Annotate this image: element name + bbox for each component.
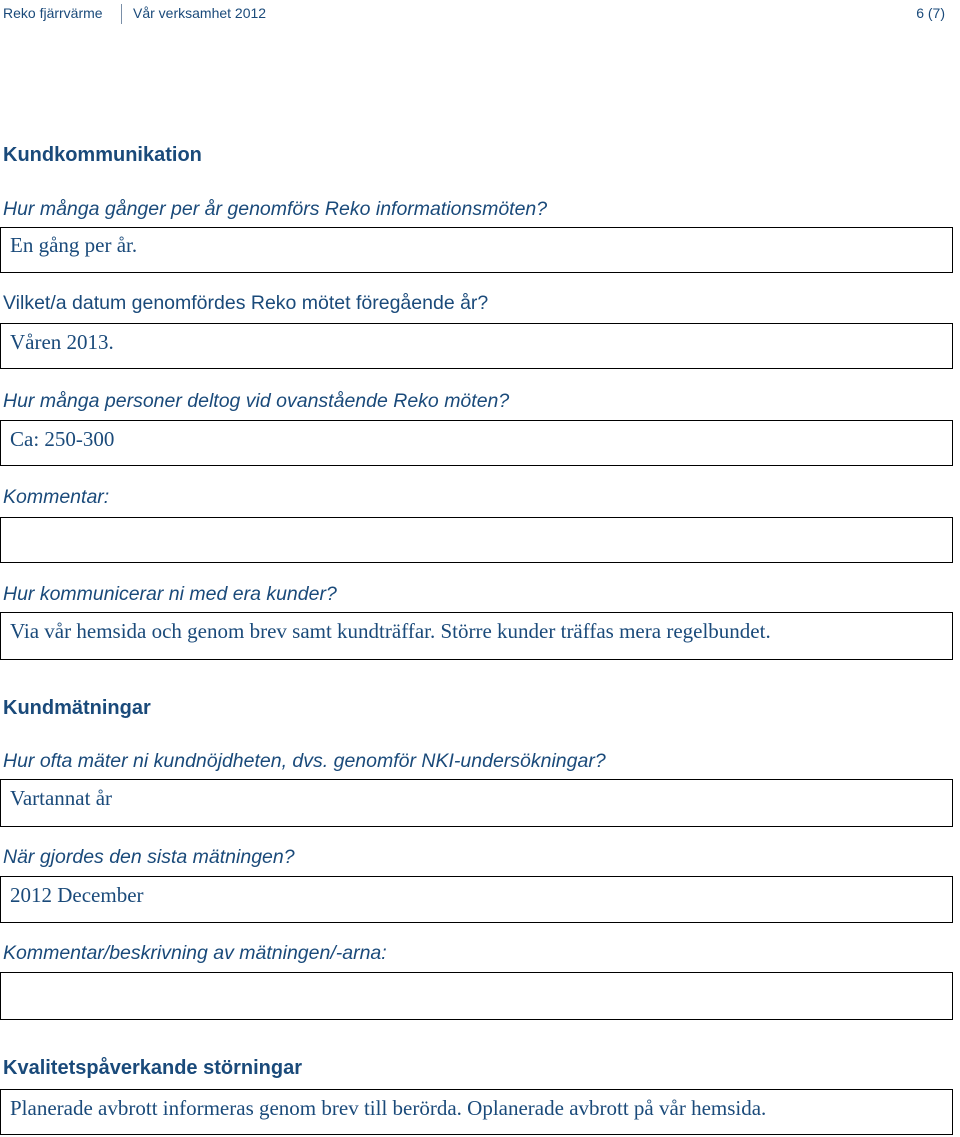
answer-stoerningar[interactable]: Planerade avbrott informeras genom brev till berörda. Oplanerade avbrott på vår hemsida.	[0, 1089, 953, 1135]
answer-informationsmoten[interactable]: En gång per år.	[0, 227, 953, 273]
label-kommentar: Kommentar:	[3, 486, 110, 508]
question-sista-matningen: När gjordes den sista mätningen?	[3, 846, 295, 868]
question-personer: Hur många personer deltog vid ovanstående Reko möten?	[3, 390, 510, 412]
answer-sista-matningen[interactable]: 2012 December	[0, 876, 953, 923]
answer-kommunicerar[interactable]: Via vår hemsida och genom brev samt kundträffar. Större kunder träffas mera regelbundet.	[0, 612, 953, 660]
answer-datum[interactable]: Våren 2013.	[0, 323, 953, 369]
section-title-stoerningar: Kvalitetspåverkande störningar	[3, 1057, 302, 1079]
question-informationsmoten: Hur många gånger per år genomförs Reko informationsmöten?	[3, 198, 548, 220]
answer-kommentar-matning[interactable]	[0, 972, 953, 1020]
header-company: Reko fjärrvärme	[3, 5, 103, 21]
answer-personer[interactable]: Ca: 250-300	[0, 420, 953, 466]
header-divider	[121, 4, 122, 24]
question-nki: Hur ofta mäter ni kundnöjdheten, dvs. genomför NKI-undersökningar?	[3, 750, 606, 772]
page-header	[3, 5, 953, 23]
answer-kommentar[interactable]	[0, 517, 953, 563]
label-kommentar-matning: Kommentar/beskrivning av mätningen/-arna:	[3, 942, 387, 964]
header-page-number: 6 (7)	[916, 5, 945, 21]
section-title-kundkommunikation: Kundkommunikation	[3, 144, 202, 166]
section-title-kundmatningar: Kundmätningar	[3, 697, 151, 719]
question-datum: Vilket/a datum genomfördes Reko mötet föregående år?	[3, 292, 489, 314]
answer-nki[interactable]: Vartannat år	[0, 779, 953, 827]
header-doc-title: Vår verksamhet 2012	[133, 5, 267, 21]
question-kommunicerar: Hur kommunicerar ni med era kunder?	[3, 583, 337, 605]
